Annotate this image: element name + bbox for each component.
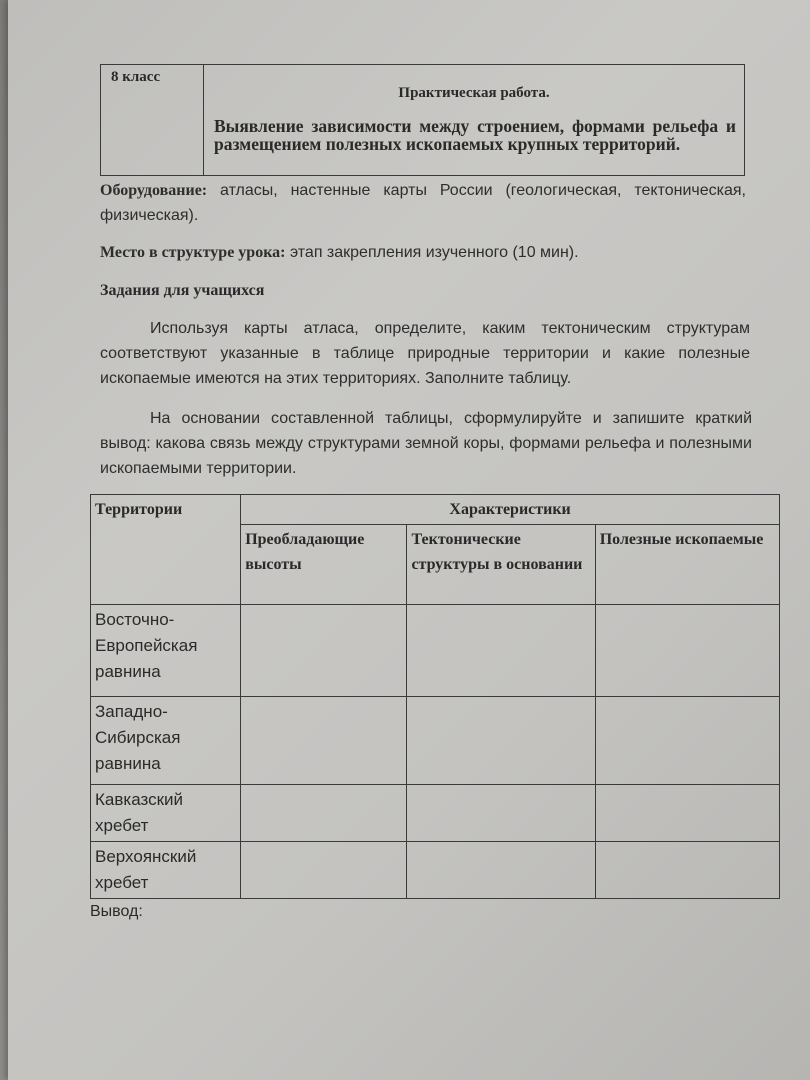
territory-cell: Восточно-Европейская равнина [91,605,241,697]
territories-table [90,494,780,899]
answer-cell[interactable] [595,697,779,785]
territory-cell: Верхоянский хребет [91,842,241,899]
lesson-place-label: Место в структуре урока: [100,244,286,261]
equipment-text: атласы, настенные карты России (геологическая, тектоническая, физическая). [100,182,747,224]
tasks-paragraph-1: Используя карты атласа, определите, каким тектоническим структурам соответствуют указанные в таблице природные территории и какие полезные ископаемые имеются на этих территориях. Заполните таблицу. [100,320,750,387]
answer-cell[interactable] [595,605,779,697]
tasks-heading: Задания для учащихся [100,282,265,299]
table-row [91,605,780,697]
lesson-place-line [100,240,746,265]
equipment-line [100,178,746,228]
worksheet-page [8,0,810,1080]
header-minerals: Полезные ископаемые [595,525,779,605]
header-tectonic: Тектонические структуры в основании [407,525,595,605]
answer-cell[interactable] [241,842,407,899]
answer-cell[interactable] [241,605,407,697]
answer-cell[interactable] [241,785,407,842]
header-heights: Преобладающие высоты [241,525,407,605]
conclusion-label: Вывод: [90,903,143,920]
work-title: Выявление зависимости между строением, формами рельефа и размещением полезных ископаемых крупных территорий. [214,116,736,154]
territory-cell: Кавказский хребет [91,785,241,842]
table-row [91,842,780,899]
table-row [91,785,780,842]
header-characteristics: Характеристики [241,495,780,525]
answer-cell[interactable] [407,842,595,899]
lesson-place-text: этап закрепления изученного (10 мин). [289,244,579,261]
table-row [91,697,780,785]
header-main [204,65,744,175]
grade-label: 8 класс [101,65,204,175]
header-box [100,64,745,176]
answer-cell[interactable] [595,785,779,842]
answer-cell[interactable] [407,785,595,842]
header-territories: Территории [91,495,241,605]
equipment-label: Оборудование: [100,182,208,199]
answer-cell[interactable] [407,697,595,785]
answer-cell[interactable] [595,842,779,899]
answer-cell[interactable] [241,697,407,785]
territory-cell: Западно-Сибирская равнина [91,697,241,785]
answer-cell[interactable] [407,605,595,697]
tasks-paragraph-2: На основании составленной таблицы, сформулируйте и запишите краткий вывод: какова связь между структурами земной коры, формами рельефа и полезными ископаемыми территории. [100,410,752,477]
work-type: Практическая работа. [398,85,550,101]
